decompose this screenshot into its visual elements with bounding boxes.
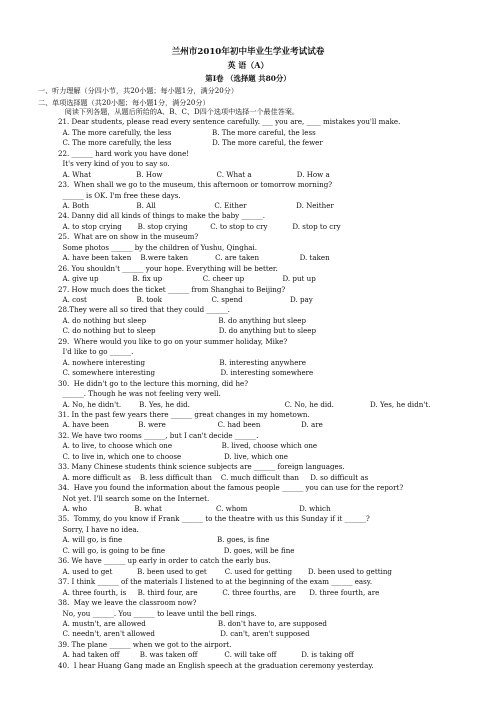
exam-line: A. cost B. took C. spend D. pay [58, 295, 313, 304]
exam-line: C. will go, is going to be fine D. goes, will be fine [58, 545, 295, 555]
exam-line: I'd like to go ______. [58, 347, 134, 357]
exam-line: 23. When shall we go to the museum, this afternoon or tomorrow morning? [58, 180, 333, 190]
exam-line: A. used to get B. been used to get C. used for getting D. been used to getting [58, 566, 392, 576]
exam-line: 35. Tommy, do you know if Frank ______ to the theatre with us this Sunday if it ______? [58, 514, 370, 524]
exam-line: 29. Where would you like to go on your summer holiday, Mike? [58, 336, 288, 346]
exam-line: A. nowhere interesting B. interesting anywhere [58, 357, 306, 367]
exam-line: 36. We have ______ up early in order to catch the early bus. [58, 556, 271, 566]
exam-line: A. mustn't, are allowed B. don't have to, are supposed [58, 618, 327, 628]
exam-line: 33. Many Chinese students think science subjects are ______ foreign languages. [58, 462, 345, 472]
exam-line: 39. The plane ______ when we got to the airport. [58, 639, 232, 649]
exam-line: 24. Danny did all kinds of things to make the baby ______. [58, 211, 265, 221]
exam-line: A. will go, is fine B. goes, is fine [58, 535, 270, 545]
exam-line: C. somewhere interesting D. interesting somewhere [58, 368, 314, 378]
exam-line: A. The more carefully, the less B. The more careful, the less [58, 127, 316, 137]
exam-line: C. do nothing but to sleep D. do anything but to sleep [58, 326, 317, 336]
exam-line: 32. We have two rooms ______, but I can't decide ______. [58, 430, 259, 440]
exam-line: 37. I think ______ of the materials I listened to at the beginning of the exam ______ easy. [58, 577, 373, 587]
exam-line: 38. May we leave the classroom now? [58, 598, 197, 608]
exam-line: A. give up B. fix up C. cheer up D. put up [58, 274, 316, 284]
exam-line: Not yet. I'll search some on the Internet. [58, 493, 210, 503]
exam-line: A. to stop crying B. stop crying C. to stop to cry D. stop to cry [58, 221, 341, 231]
exam-line: 二、单项选择题（共20小题；每小题1分，满分20分） [38, 98, 210, 108]
exam-line: 31. In the past few years there ______ great changes in my hometown. [58, 409, 310, 419]
exam-title: 兰州市2010年初中毕业生学业考试试卷 [171, 47, 325, 57]
exam-line: 22. ______ hard work you have done! [58, 148, 190, 158]
exam-line: A. more difficult as B. less difficult than C. much difficult than D. so difficult as [58, 472, 369, 482]
exam-line: 26. You shouldn't ______ your hope. Everything will be better. [58, 263, 278, 273]
exam-line: ______ is OK. I'm free these days. [58, 190, 181, 200]
exam-line: A. have been taken B.were taken C. are taken D. taken [58, 253, 330, 263]
exam-line: 28.They were all so tired that they could ______. [58, 305, 230, 315]
section-heading: 第Ⅰ卷 （选择题 共80分） [205, 74, 291, 83]
exam-line: A. do nothing but sleep B. do anything but sleep [58, 315, 307, 325]
exam-line: 34. Have you found the information about the famous people ______ you can use for the report? [58, 483, 404, 493]
exam-line: A. three fourth, is B. third four, are C. three fourths, are D. three fourth, are [58, 587, 380, 597]
exam-line: C. needn't, aren't allowed D. can't, aren't supposed [58, 629, 310, 639]
exam-line: A. No, he didn't. B. Yes, he did. C. No, he did. D. Yes, he didn't. [58, 399, 431, 409]
exam-line: 30. He didn't go to the lecture this morning, did he? [58, 378, 249, 388]
exam-line: No, you ______. You ______ to leave until the bell rings. [58, 608, 257, 618]
exam-line: C. The more carefully, the less D. The more careful, the fewer [58, 138, 323, 148]
exam-line: C. to live in, which one to choose D. live, which one [58, 451, 288, 461]
exam-line: ______. Though he was not feeling very well. [58, 389, 221, 399]
exam-line: 21. Dear students, please read every sentence carefully. ___ you are, ____ mistakes you'll make. [58, 117, 401, 127]
exam-subject: 英 语（A） [227, 60, 269, 70]
exam-line: A. Both B. All C. Either D. Neither [58, 200, 334, 210]
exam-line: 40. I hear Huang Gang made an English speech at the graduation ceremony yesterday. [58, 660, 374, 670]
exam-line: A. who B. what C. whom D. which [58, 504, 331, 513]
exam-line: 一、听力理解（分四小节，共20小题；每小题1分，满分20分） [38, 86, 238, 95]
exam-line: 25. What are on show in the museum? [58, 232, 199, 242]
exam-line: 27. How much does the ticket ______ from Shanghai to Beijing? [58, 284, 286, 294]
exam-line: A. had taken off B. was taken off C. will take off D. is taking off [58, 650, 354, 660]
exam-line: Some photos ______ by the children of Yushu, Qinghai. [58, 242, 258, 252]
exam-line: A. to live, to choose which one B. lived, choose which one [58, 441, 318, 451]
exam-line: A. What B. How C. What a D. How a [58, 169, 330, 179]
exam-line: A. have been B. were C. had been D. are [58, 420, 323, 430]
exam-line: Sorry, I have no idea. [58, 524, 139, 534]
exam-line: It's very kind of you to say so. [58, 159, 170, 169]
exam-line: 阅读下列各题，从题后所给的A、B、C、D四个选项中选择一个最佳答案。 [58, 106, 300, 116]
